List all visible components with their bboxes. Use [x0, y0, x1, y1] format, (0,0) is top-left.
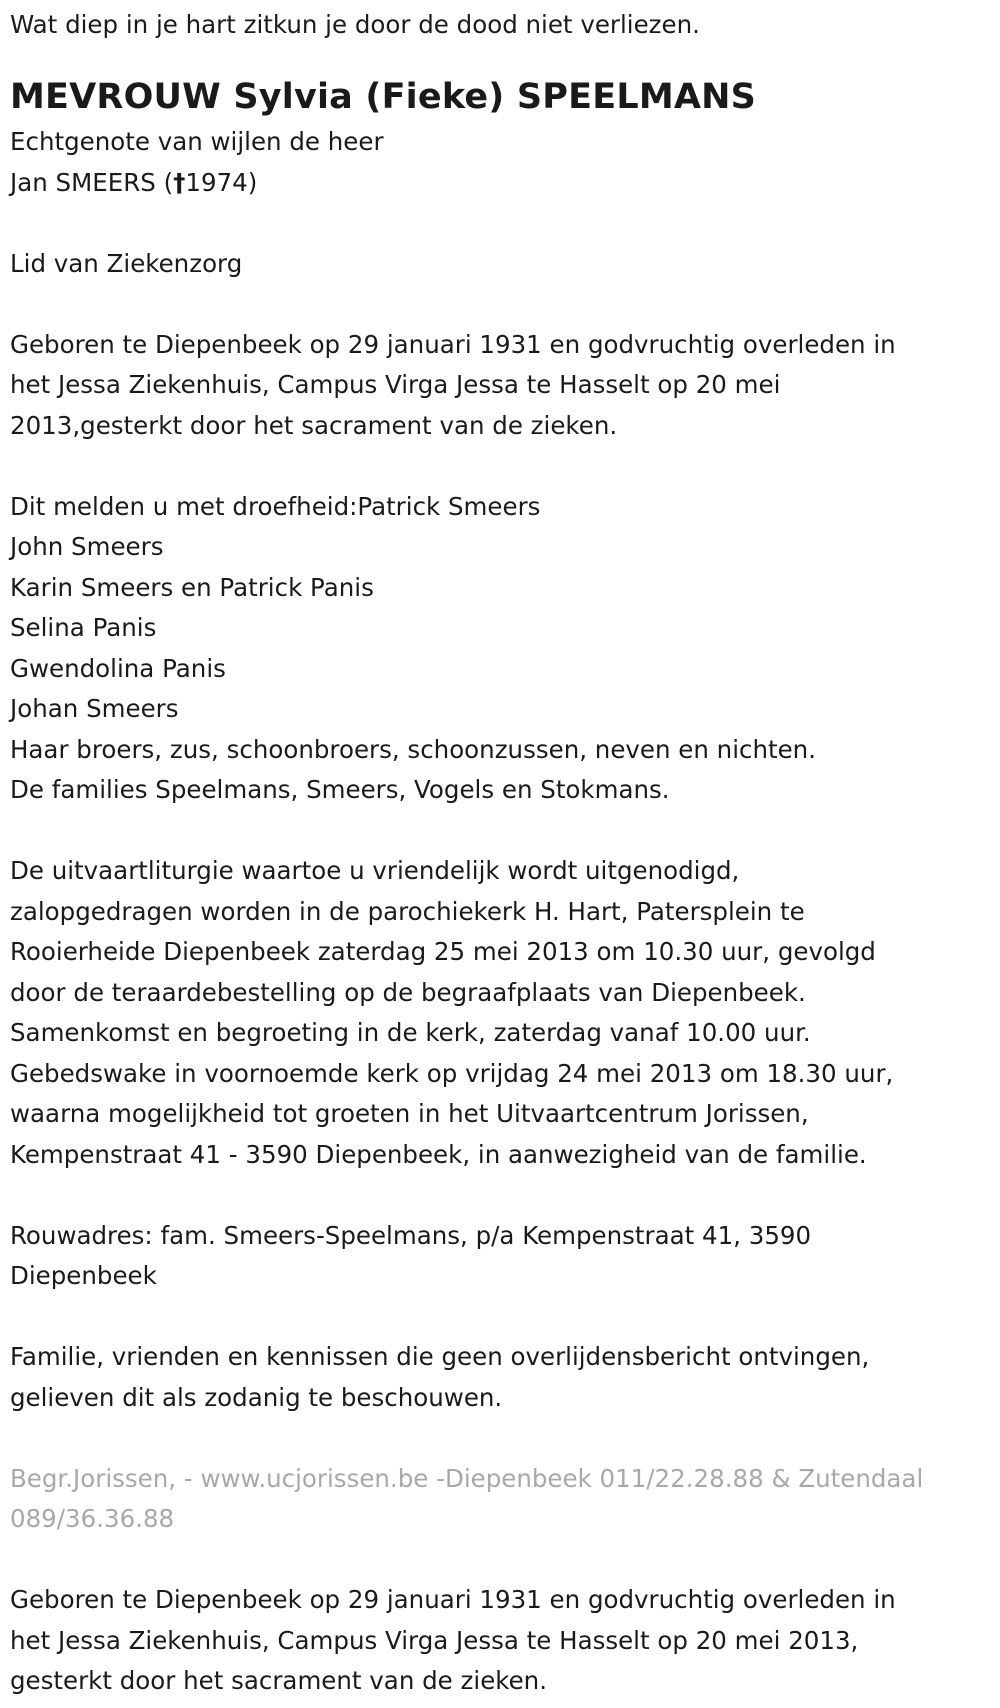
mourner-line: Selina Panis — [10, 613, 157, 642]
paragraph-line: het Jessa Ziekenhuis, Campus Virga Jessa te Hasselt op 20 mei — [10, 370, 781, 399]
paragraph-line: Geboren te Diepenbeek op 29 januari 1931 en godvruchtig overleden in — [10, 1585, 896, 1614]
paragraph-line: Diepenbeek — [10, 1261, 157, 1290]
spouse-death-year: 1974) — [185, 167, 258, 197]
undertaker-line: Begr.Jorissen, - www.ucjorissen.be -Diepenbeek 011/22.28.88 & Zutendaal — [10, 1463, 924, 1493]
mourner-line: Karin Smeers en Patrick Panis — [10, 572, 374, 602]
paragraph-line: Kempenstraat 41 - 3590 Diepenbeek, in aanwezigheid van de familie. — [10, 1139, 867, 1169]
mourning-address — [10, 1216, 990, 1297]
mourners-list — [10, 487, 990, 811]
spacer — [10, 1540, 990, 1581]
funeral-paragraph — [10, 851, 990, 1175]
birth-death-paragraph-repeat — [10, 1580, 990, 1702]
mourner-line: De families Speelmans, Smeers, Vogels en Stokmans. — [10, 775, 670, 804]
mourner-line: Haar broers, zus, schoonbroers, schoonzussen, neven en nichten. — [10, 734, 816, 764]
spacer — [10, 1175, 990, 1216]
paragraph-line: gesterkt door het sacrament van de zieken. — [10, 1666, 547, 1695]
spacer — [10, 1297, 990, 1338]
spouse-name-prefix: Jan SMEERS ( — [10, 167, 174, 197]
mourner-line: Gwendolina Panis — [10, 653, 226, 683]
spacer — [10, 284, 990, 325]
mourner-line: Dit melden u met droefheid:Patrick Smeers — [10, 491, 541, 521]
paragraph-line: door de teraardebestelling op de begraafplaats van Diepenbeek. — [10, 977, 806, 1007]
undertaker-info — [10, 1459, 990, 1540]
paragraph-line: waarna mogelijkheid tot groeten in het Uitvaartcentrum Jorissen, — [10, 1099, 809, 1128]
spacer — [10, 811, 990, 852]
undertaker-line: 089/36.36.88 — [10, 1504, 175, 1533]
paragraph-line: Rooierheide Diepenbeek zaterdag 25 mei 2013 om 10.30 uur, gevolgd — [10, 937, 876, 966]
paragraph-line: gelieven dit als zodanig te beschouwen. — [10, 1382, 503, 1412]
membership: Lid van Ziekenzorg — [10, 248, 243, 278]
paragraph-line: Samenkomst en begroeting in de kerk, zaterdag vanaf 10.00 uur. — [10, 1018, 811, 1047]
birth-death-paragraph — [10, 325, 990, 447]
paragraph-line: 2013,gesterkt door het sacrament van de zieken. — [10, 410, 618, 440]
mourner-line: Johan Smeers — [10, 694, 179, 723]
cross-icon: † — [173, 167, 186, 197]
intro-quote: Wat diep in je hart zitkun je door de dood niet verliezen. — [10, 10, 700, 39]
paragraph-line: De uitvaartliturgie waartoe u vriendelijk wordt uitgenodigd, — [10, 856, 740, 885]
spacer — [10, 1418, 990, 1459]
paragraph-line: Rouwadres: fam. Smeers-Speelmans, p/a Kempenstraat 41, 3590 — [10, 1220, 812, 1250]
spacer — [10, 446, 990, 487]
spouse-name — [10, 163, 990, 204]
paragraph-line: Familie, vrienden en kennissen die geen overlijdensbericht ontvingen, — [10, 1342, 870, 1371]
spouse-line: Echtgenote van wijlen de heer — [10, 127, 384, 156]
paragraph-line: het Jessa Ziekenhuis, Campus Virga Jessa te Hasselt op 20 mei 2013, — [10, 1625, 859, 1655]
paragraph-line: zalopgedragen worden in de parochiekerk H. Hart, Patersplein te — [10, 896, 805, 926]
notice-paragraph — [10, 1337, 990, 1418]
paragraph-line: Geboren te Diepenbeek op 29 januari 1931 en godvruchtig overleden in — [10, 329, 896, 359]
mourner-line: John Smeers — [10, 532, 164, 561]
deceased-name: MEVROUW Sylvia (Fieke) SPEELMANS — [10, 77, 757, 117]
spacer — [10, 203, 990, 244]
paragraph-line: Gebedswake in voornoemde kerk op vrijdag 24 mei 2013 om 18.30 uur, — [10, 1058, 894, 1088]
